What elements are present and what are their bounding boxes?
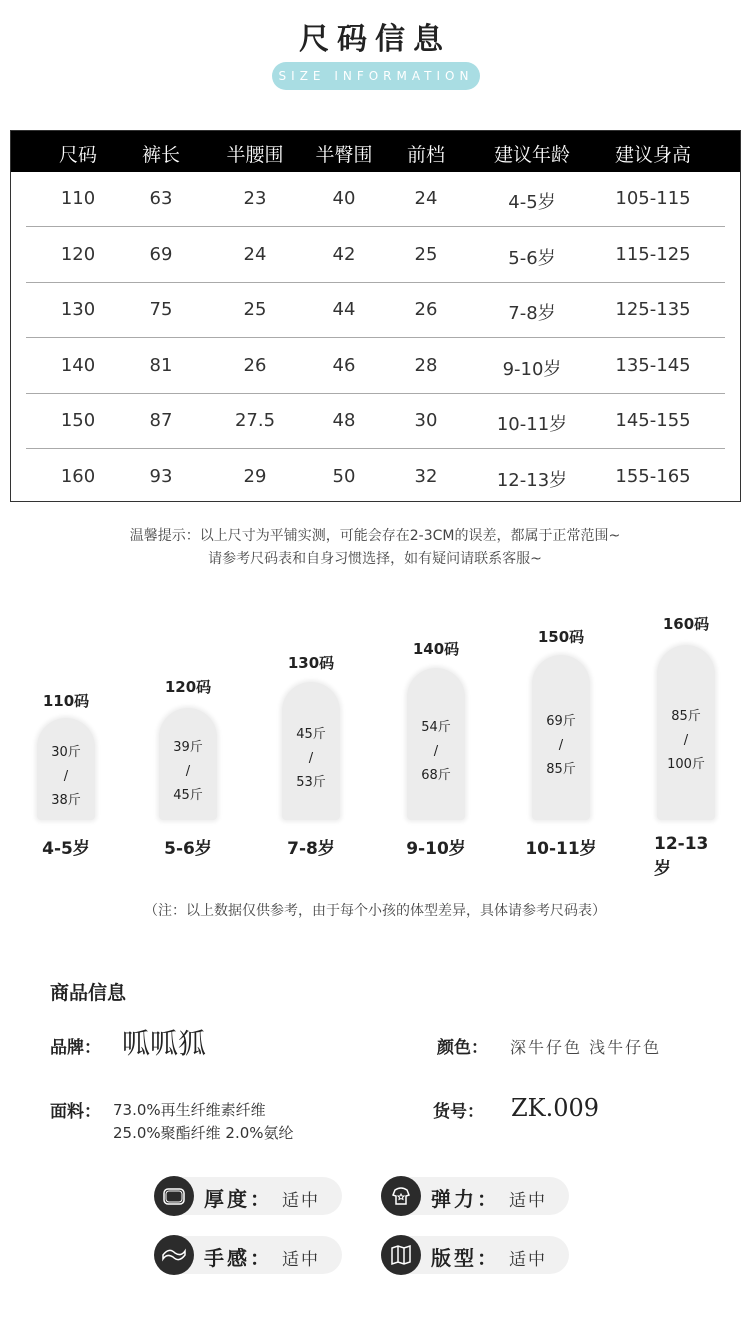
- thickness-icon: [154, 1176, 194, 1216]
- fabric-line-1: 73.0%再生纤维素纤维: [113, 1101, 266, 1119]
- weight-bar: [657, 645, 715, 820]
- weight-max: 100斤: [667, 756, 705, 772]
- table-cell: 25: [243, 299, 267, 320]
- attribute-value: 适中: [509, 1250, 547, 1270]
- table-cell: 10-11岁: [496, 414, 568, 435]
- table-cell: 145-155: [615, 410, 691, 431]
- age-label: 4-5岁: [42, 839, 90, 859]
- feel-icon: [154, 1235, 194, 1275]
- table-cell: 5-6岁: [508, 247, 556, 269]
- weight-min: 54斤: [421, 720, 451, 735]
- size-table: [10, 130, 741, 502]
- size-label: 150码: [537, 628, 585, 646]
- weight-sep: /: [558, 737, 564, 753]
- weight-bar: [282, 682, 340, 820]
- weight-max: 68斤: [421, 768, 451, 783]
- table-cell: 87: [149, 410, 173, 431]
- weight-max: 45斤: [173, 788, 203, 803]
- table-cell: 24: [414, 188, 438, 209]
- table-row: [11, 450, 740, 505]
- attribute-label: 弹力：: [431, 1187, 500, 1211]
- size-label: 110码: [42, 692, 90, 710]
- product-info-title: 商品信息: [50, 982, 127, 1004]
- table-row: [11, 394, 740, 449]
- age-label: 7-8岁: [287, 839, 335, 859]
- weight-bar: [532, 655, 590, 820]
- weight-min: 45斤: [296, 727, 326, 742]
- weight-sep: /: [185, 764, 191, 779]
- weight-min: 85斤: [671, 708, 701, 724]
- attribute-chip: [383, 1236, 569, 1274]
- weight-sep: /: [433, 744, 439, 759]
- table-cell: 26: [243, 354, 267, 376]
- table-cell: 42: [332, 243, 356, 265]
- age-label: 12-13岁: [654, 834, 709, 879]
- table-row: [11, 228, 740, 283]
- age-label: 5-6岁: [164, 839, 212, 859]
- table-cell: 63: [149, 188, 173, 209]
- attribute-chip: [156, 1236, 342, 1274]
- sku-value: ZK.009: [511, 1094, 600, 1122]
- size-label: 120码: [164, 678, 212, 696]
- table-cell: 32: [414, 465, 438, 487]
- column-header: 半腰围: [226, 144, 284, 166]
- table-cell: 4-5岁: [508, 192, 556, 213]
- column-header: 建议身高: [614, 144, 692, 166]
- elasticity-icon: [381, 1176, 421, 1216]
- table-row: [11, 283, 740, 338]
- weight-sep: /: [63, 769, 69, 784]
- fit-icon: [381, 1235, 421, 1275]
- table-cell: 130: [60, 299, 96, 320]
- size-label: 130码: [287, 654, 335, 672]
- table-cell: 120: [60, 243, 96, 265]
- weight-max: 53斤: [296, 775, 326, 790]
- table-cell: 27.5: [234, 410, 276, 431]
- subtitle-pill: SIZE INFORMATION: [272, 62, 480, 90]
- age-label: 9-10岁: [406, 839, 466, 859]
- table-cell: 23: [243, 188, 267, 209]
- table-row: [11, 172, 740, 227]
- table-cell: 28: [414, 354, 438, 376]
- brand-label: 品牌：: [50, 1038, 101, 1058]
- attribute-chip: [156, 1177, 342, 1215]
- table-cell: 50: [332, 465, 356, 487]
- table-cell: 93: [149, 465, 173, 487]
- table-cell: 29: [243, 465, 267, 487]
- color-value: 深牛仔色 浅牛仔色: [510, 1038, 662, 1057]
- table-cell: 30: [414, 410, 438, 431]
- table-cell: 7-8岁: [508, 303, 556, 324]
- table-cell: 48: [332, 410, 356, 431]
- table-cell: 135-145: [615, 354, 691, 376]
- weight-sep: /: [308, 751, 314, 766]
- weight-min: 30斤: [51, 745, 81, 760]
- weight-note: （注：以上数据仅供参考，由于每个小孩的体型差异，具体请参考尺码表）: [144, 903, 606, 919]
- fabric-line-2: 25.0%聚酯纤维 2.0%氨纶: [113, 1124, 294, 1142]
- column-header: 裤长: [141, 144, 181, 166]
- brand-value: 呱呱狐: [122, 1027, 207, 1060]
- table-cell: 26: [414, 299, 438, 320]
- table-cell: 160: [60, 465, 96, 487]
- table-cell: 40: [332, 188, 356, 209]
- age-label: 10-11岁: [525, 839, 597, 859]
- attribute-label: 厚度：: [204, 1187, 273, 1211]
- table-cell: 115-125: [615, 243, 691, 265]
- weight-bar: [159, 708, 217, 820]
- size-label: 140码: [412, 640, 460, 658]
- table-cell: 25: [414, 243, 438, 265]
- sku-label: 货号：: [433, 1102, 484, 1122]
- weight-min: 69斤: [546, 713, 576, 729]
- table-cell: 24: [243, 243, 267, 265]
- weight-max: 38斤: [51, 793, 81, 808]
- attribute-value: 适中: [282, 1191, 320, 1211]
- table-cell: 140: [60, 354, 96, 376]
- table-cell: 155-165: [615, 465, 691, 487]
- table-cell: 44: [332, 299, 356, 320]
- table-cell: 12-13岁: [496, 469, 568, 491]
- attribute-label: 版型：: [431, 1246, 500, 1270]
- table-cell: 110: [60, 188, 96, 209]
- attribute-value: 适中: [509, 1191, 547, 1211]
- weight-sep: /: [683, 732, 689, 748]
- table-header: [11, 131, 740, 172]
- table-cell: 150: [60, 410, 96, 431]
- color-label: 颜色：: [437, 1038, 488, 1058]
- table-cell: 125-135: [615, 299, 691, 320]
- fabric-label: 面料：: [50, 1102, 101, 1122]
- table-row: [11, 339, 740, 394]
- table-cell: 81: [149, 354, 173, 376]
- weight-min: 39斤: [173, 740, 203, 755]
- tip-line-1: 温馨提示：以上尺寸为平铺实测，可能会存在2-3CM的误差，都属于正常范围~: [129, 528, 621, 544]
- weight-max: 85斤: [546, 761, 576, 777]
- attribute-value: 适中: [282, 1250, 320, 1270]
- column-header: 前档: [406, 144, 446, 166]
- column-header: 尺码: [58, 144, 98, 166]
- attribute-chip: [383, 1177, 569, 1215]
- table-cell: 9-10岁: [502, 358, 562, 380]
- table-cell: 75: [149, 299, 173, 320]
- tip-line-2: 请参考尺码表和自身习惯选择，如有疑问请联系客服~: [208, 551, 542, 567]
- table-cell: 46: [332, 354, 356, 376]
- weight-bar: [37, 718, 95, 820]
- size-label: 160码: [662, 615, 710, 633]
- page-title: 尺码信息: [299, 22, 451, 57]
- column-header: 半臀围: [315, 144, 373, 166]
- table-cell: 105-115: [615, 188, 691, 209]
- column-header: 建议年龄: [493, 144, 571, 166]
- table-cell: 69: [149, 243, 173, 265]
- weight-bar: [407, 668, 465, 820]
- attribute-label: 手感：: [204, 1246, 273, 1270]
